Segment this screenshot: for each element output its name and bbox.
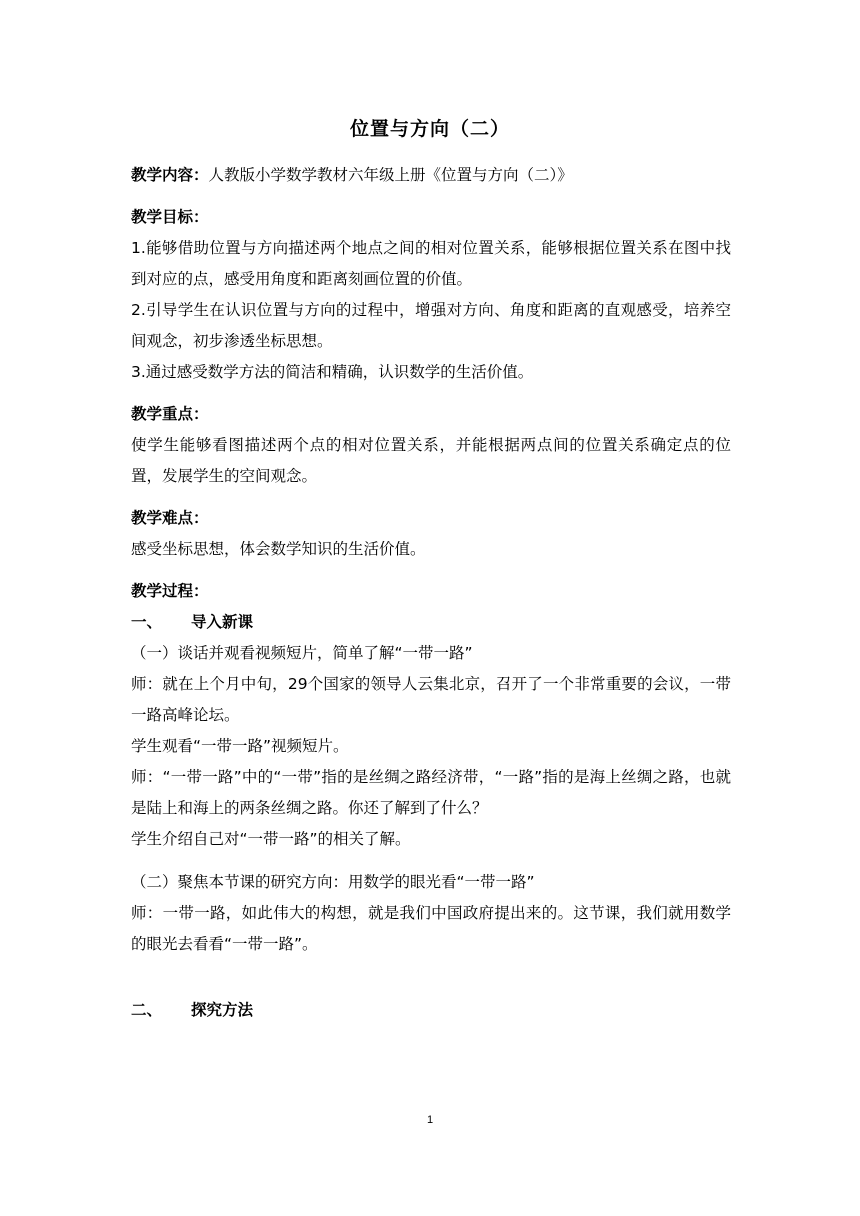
section-1-number: 一、 [131, 613, 163, 631]
subsection-2-title: （二）聚焦本节课的研究方向：用数学的眼光看“一带一路” [131, 873, 535, 891]
document-title: 位置与方向（二） [349, 118, 510, 140]
teaching-content-text: 人教版小学数学教材六年级上册《位置与方向（二）》 [208, 166, 573, 184]
key-points-heading: 教学重点： [131, 405, 209, 423]
document-body [131, 160, 731, 1026]
section-1-title: 导入新课 [191, 613, 254, 631]
section-2-title: 探究方法 [191, 1001, 254, 1019]
subsection-1-paragraph-1: 师：就在上个月中旬，29个国家的领导人云集北京，召开了一个非常重要的会议，一带一路高峰论坛。 [131, 675, 731, 724]
process-heading: 教学过程： [131, 582, 209, 600]
key-points-text: 使学生能够看图描述两个点的相对位置关系，并能根据两点间的位置关系确定点的位置，发展学生的空间观念。 [131, 436, 731, 485]
difficulties-heading: 教学难点： [131, 509, 209, 527]
section-2-heading [131, 995, 731, 1026]
objective-3: 3.通过感受数学方法的简洁和精确，认识数学的生活价值。 [131, 363, 534, 381]
subsection-1-paragraph-4: 学生介绍自己对“一带一路”的相关了解。 [131, 830, 411, 848]
difficulties-text: 感受坐标思想，体会数学知识的生活价值。 [131, 540, 426, 558]
subsection-1-title: （一）谈话并观看视频短片，简单了解“一带一路” [131, 644, 473, 662]
teaching-content-label: 教学内容： [131, 166, 209, 184]
section-2-number: 二、 [131, 1001, 163, 1019]
section-1-heading [131, 607, 731, 638]
teaching-content [131, 160, 731, 191]
subsection-1-paragraph-3: 师：“一带一路”中的“一带”指的是丝绸之路经济带，“一路”指的是海上丝绸之路，也就是陆上和海上的两条丝绸之路。你还了解到了什么？ [131, 768, 731, 817]
subsection-2-paragraph-1: 师：一带一路，如此伟大的构想，就是我们中国政府提出来的。这节课，我们就用数学的眼光去看看“一带一路”。 [131, 904, 731, 953]
subsection-1-paragraph-2: 学生观看“一带一路”视频短片。 [131, 737, 349, 755]
objectives-heading: 教学目标： [131, 208, 209, 226]
objective-2: 2.引导学生在认识位置与方向的过程中，增强对方向、角度和距离的直观感受，培养空间观念，初步渗透坐标思想。 [131, 301, 731, 350]
objective-1: 1.能够借助位置与方向描述两个地点之间的相对位置关系，能够根据位置关系在图中找到对应的点，感受用角度和距离刻画位置的价值。 [131, 239, 731, 288]
page-number: 1 [426, 1114, 434, 1126]
